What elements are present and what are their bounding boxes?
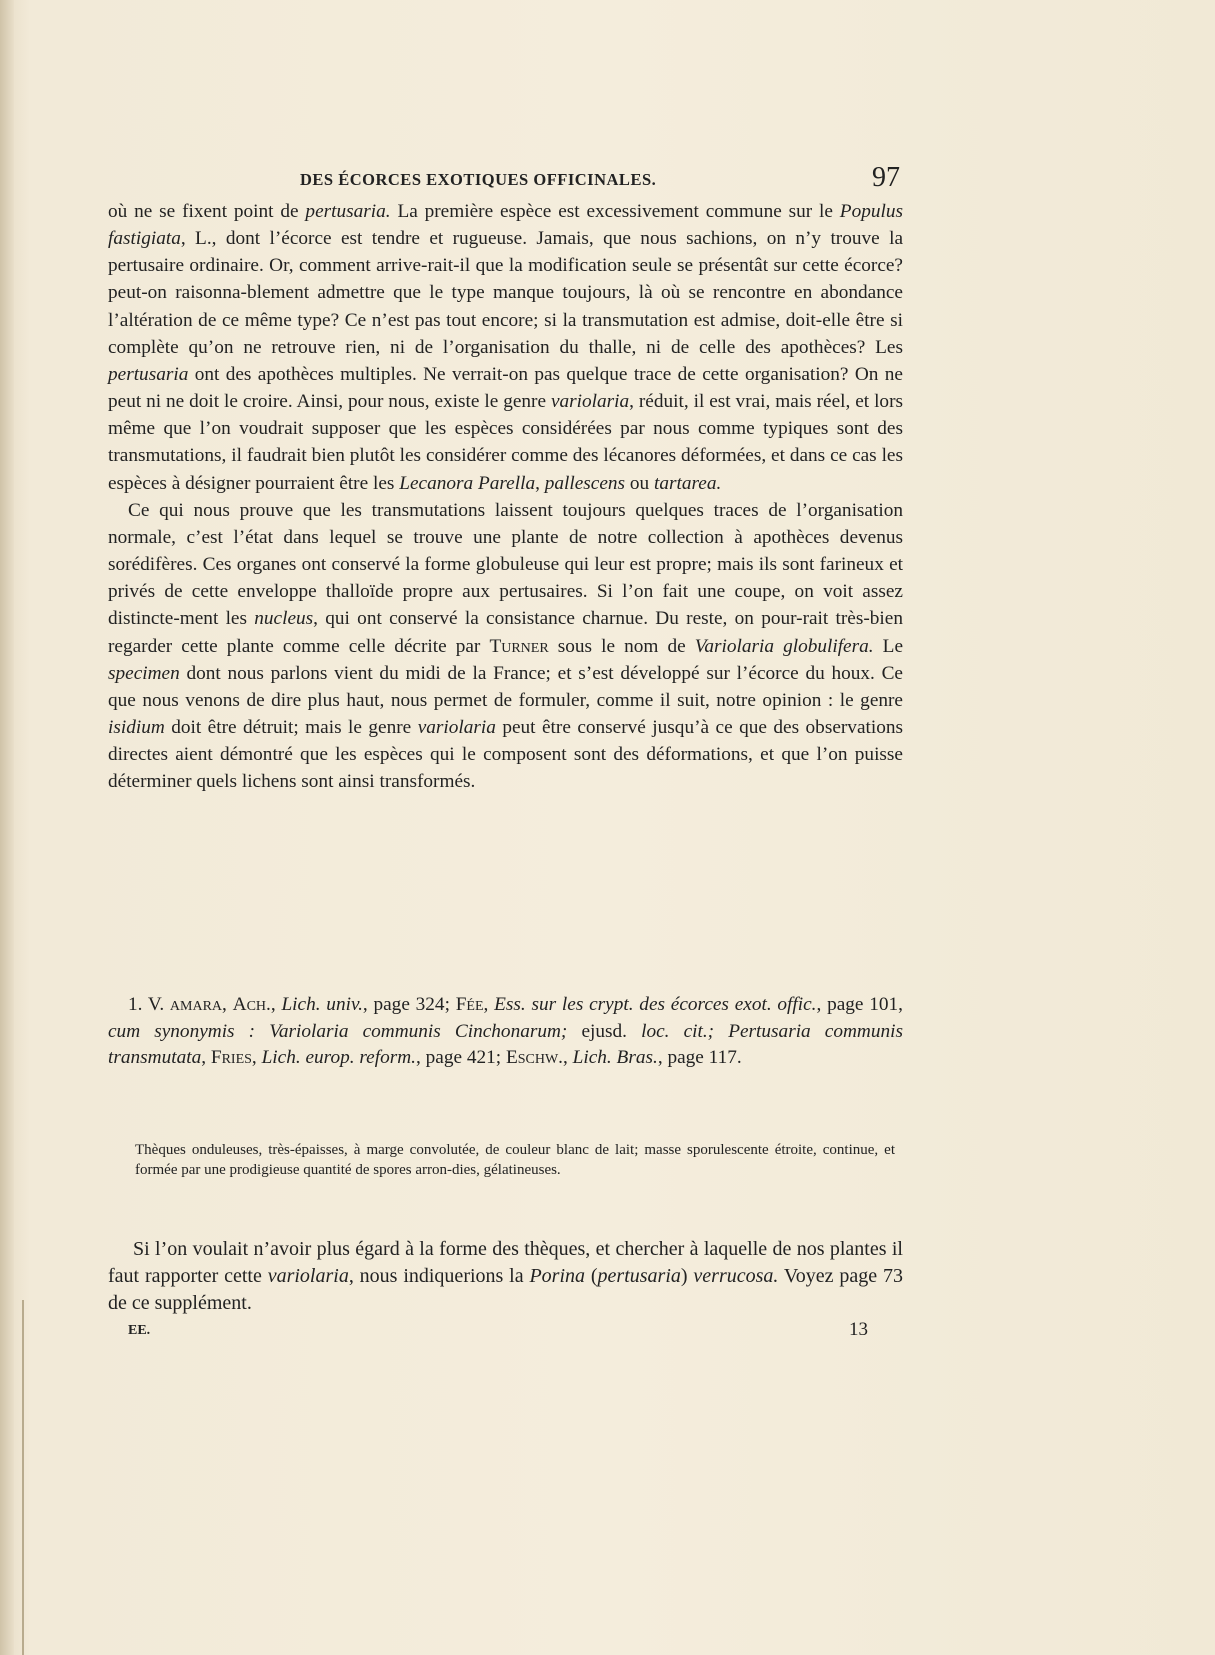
- text-run: La première espèce est excessivement commune sur le: [390, 201, 840, 222]
- page-number: 97: [872, 162, 900, 193]
- text-run: sous le nom de: [548, 635, 695, 657]
- text-run: , nous indiquerions la: [348, 1265, 530, 1287]
- text-run: où ne se fixent point de: [108, 201, 306, 222]
- italic-run: pertusaria.: [305, 201, 391, 222]
- text-run: dont nous parlons vient du midi de la France; et s’est développé sur l’écorce du houx. Ce que nous venons de dire plus haut, nous permet de formuler, comme il suit, notre opinion : le genre: [108, 662, 903, 711]
- text-run: ,: [535, 472, 545, 494]
- text-run: ,: [270, 994, 282, 1015]
- running-header: [300, 162, 900, 198]
- italic-run: pallescens: [544, 472, 626, 494]
- italic-run: Lich. europ. reform.: [261, 1047, 416, 1068]
- text-run: 1. V.: [128, 994, 170, 1015]
- italic-run: pertusaria: [597, 1265, 681, 1287]
- italic-run: specimen: [108, 662, 180, 684]
- italic-run: tartarea.: [653, 472, 722, 494]
- species-description: [135, 1140, 895, 1180]
- running-title: DES ÉCORCES EXOTIQUES OFFICINALES.: [300, 170, 657, 189]
- text-run: (: [585, 1265, 598, 1287]
- small-caps-run: amara: [169, 994, 223, 1015]
- italic-run: variolaria: [267, 1265, 349, 1287]
- text-run: doit être détruit; mais le genre: [164, 716, 418, 738]
- text-run: , page 117.: [657, 1047, 742, 1068]
- italic-run: verrucosa.: [693, 1265, 779, 1287]
- text-run: Si l’on voulait n’avoir plus égard à la forme des thèques, et chercher à laquelle de nos plantes il faut rapporter cette: [108, 1238, 903, 1287]
- small-caps-run: Fries: [210, 1047, 252, 1068]
- sheet-number: 13: [849, 1319, 868, 1340]
- italic-run: Porina: [529, 1265, 586, 1287]
- page-binding-edge: [0, 0, 14, 1655]
- text-run: , page 324;: [362, 994, 456, 1015]
- italic-run: cum synonymis : Variolaria communis Cinchonarum;: [108, 1020, 568, 1042]
- italic-run: isidium: [108, 716, 165, 738]
- text-run: , réduit, il est vrai, mais réel, et lors même que l’on voudrait supposer que les espèces considérées par nous comme typiques sont des transmutations, il faudrait bien plutôt les considérer comme des lécanores déformées, et dans ce cas les espèces à désigner pourraient être les: [108, 391, 903, 494]
- italic-run: loc. cit.; Pertusaria communis transmutata: [108, 1020, 903, 1068]
- signature-mark: EE.: [128, 1323, 151, 1338]
- italic-run: variolaria: [550, 391, 630, 413]
- description-paragraph: Thèques onduleuses, très-épaisses, à marge convolutée, de couleur blanc de lait; masse sporulescente étroite, continue, et formée par une prodigieuse quantité de spores arron-dies, gélatineuses.: [135, 1142, 895, 1178]
- closing-text: [108, 1236, 903, 1317]
- text-run: ,: [201, 1047, 211, 1068]
- italic-run: Ess. sur les crypt. des écorces exot. offic.: [494, 994, 817, 1015]
- text-run: Voyez page 73 de ce supplément.: [108, 1265, 903, 1314]
- references-note: [108, 992, 903, 1072]
- text-run: ou: [625, 472, 654, 494]
- text-run: peut être conservé jusqu’à ce que des observations directes aient démontré que les espèces qui le composent sont des déformations, et que l’on puisse déterminer quels lichens sont ainsi transformés.: [108, 716, 904, 793]
- paragraph-2: [108, 497, 903, 796]
- italic-run: Lich. univ.: [281, 994, 363, 1015]
- text-run: ejusd.: [567, 1020, 642, 1042]
- text-run: ,: [251, 1047, 262, 1068]
- page-fold-line: [22, 1300, 24, 1655]
- italic-run: Variolaria globulifera.: [694, 635, 874, 657]
- text-run: ont des apothèces multiples. Ne verrait-on pas quelque trace de cette organisation? On ne peut ni ne doit le croire. Ainsi, pour nous, existe le genre: [108, 363, 903, 413]
- small-caps-run: Ach.: [232, 994, 271, 1015]
- text-run: ): [680, 1265, 694, 1287]
- italic-run: Lich. Bras.: [572, 1047, 658, 1068]
- small-caps-run: Fée: [455, 994, 484, 1015]
- main-text: [108, 198, 903, 795]
- text-run: , page 101,: [816, 994, 903, 1015]
- italic-run: nucleus: [254, 608, 314, 630]
- closing-paragraph: [108, 1236, 903, 1317]
- page-footer: [128, 1319, 868, 1345]
- italic-run: Lecanora Parella: [399, 472, 536, 494]
- italic-run: pertusaria: [108, 363, 189, 385]
- text-run: Ce qui nous prouve que les transmutations laissent toujours quelques traces de l’organisation normale, c’est l’état dans lequel se trouve une plante de notre collection à apothèces devenus sorédifères. Ces organes ont conservé la forme globuleuse qui leur est propre; mais ils sont farineux et privés de cette enveloppe thalloïde propre aux pertusaires. Si l’on fait une coupe, on voit assez distincte-ment les: [108, 499, 903, 630]
- text-run: Le: [873, 635, 904, 657]
- references-paragraph: [108, 992, 903, 1072]
- text-run: ,: [563, 1047, 573, 1068]
- italic-run: variolaria: [417, 716, 496, 738]
- paragraph-1: [108, 198, 903, 497]
- text-run: , L., dont l’écorce est tendre et rugueuse. Jamais, que nous sachions, on n’y trouve la pertusaire ordinaire. Or, comment arrive-rait-il que la modification seule se présentât sur cette écorce? peut-on raisonna-blement admettre que le type manque toujours, là où se rencontre en abondance l’altération de ce même type? Ce n’est pas tout encore; si la transmutation est admise, doit-elle être si complète qu’on ne retrouve rien, ni de l’organisation du thalle, ni de celle des apothèces? Les: [108, 228, 903, 358]
- italic-run: Populus fastigiata: [108, 201, 903, 250]
- text-run: , qui ont conservé la consistance charnue. Du reste, on pour-rait très-bien regarder cette plante comme celle décrite par: [108, 608, 903, 657]
- small-caps-run: Turner: [489, 635, 549, 657]
- text-run: , page 421;: [415, 1047, 506, 1068]
- small-caps-run: Eschw.: [505, 1047, 563, 1068]
- text-run: ,: [483, 994, 495, 1015]
- text-run: ,: [222, 994, 233, 1015]
